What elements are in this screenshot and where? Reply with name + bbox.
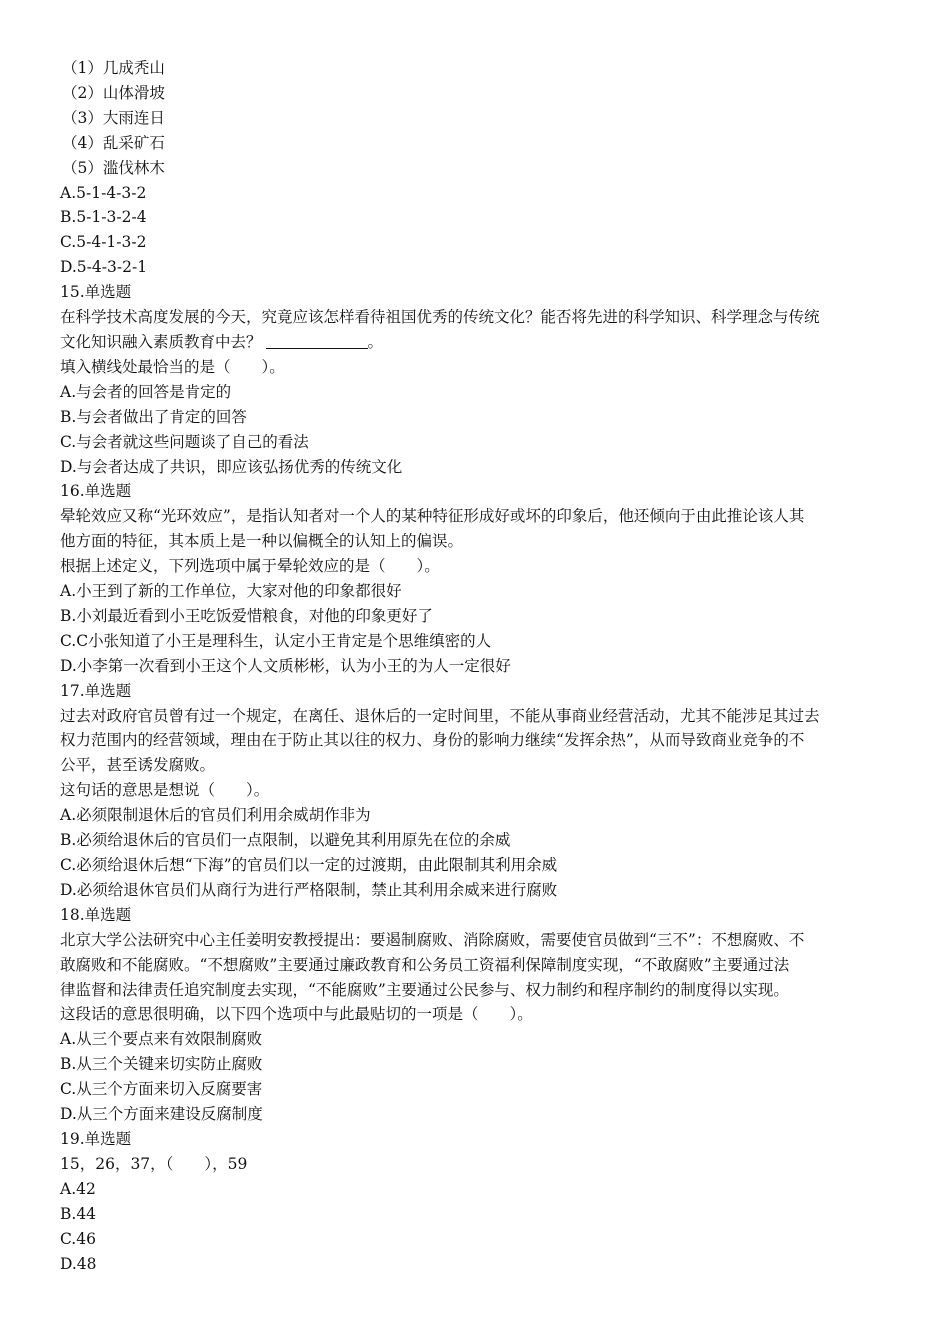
option-d: D.5-4-3-2-1 xyxy=(60,258,148,277)
option-c: C.必须给退休后想“下海”的官员们以一定的过渡期，由此限制其利用余威 xyxy=(60,856,558,874)
question-prompt: 这段话的意思很明确，以下四个选项中与此最贴切的一项是（ ）。 xyxy=(60,1005,533,1024)
question-content xyxy=(60,56,890,1276)
option-c: C.46 xyxy=(60,1229,96,1248)
sequence-item: （3）大雨连日 xyxy=(62,108,165,127)
option-a: A.从三个要点来有效限制腐败 xyxy=(60,1030,263,1049)
question-prompt: 填入横线处最恰当的是（ ）。 xyxy=(60,357,285,376)
option-c: C.5-4-1-3-2 xyxy=(60,233,147,252)
option-a: A.必须限制退休后的官员们利用余威胡作非为 xyxy=(60,806,371,825)
question-prompt: 这句话的意思是想说（ ）。 xyxy=(60,781,270,800)
question-header: 15.单选题 xyxy=(60,283,132,302)
fill-blank xyxy=(266,332,368,349)
stem-end: 。 xyxy=(367,332,384,351)
option-b: B.必须给退休后的官员们一点限制，以避免其利用原先在位的余威 xyxy=(60,831,511,850)
option-d: D.48 xyxy=(60,1254,97,1273)
option-c: C.从三个方面来切入反腐要害 xyxy=(60,1080,263,1099)
question-stem: 在科学技术高度发展的今天，究竟应该怎样看待祖国优秀的传统文化？能否将先进的科学知识、科学理念与传统 xyxy=(60,308,820,327)
option-c: C.与会者就这些问题谈了自己的看法 xyxy=(60,432,309,451)
question-header: 17.单选题 xyxy=(60,681,132,700)
question-stem xyxy=(60,330,890,355)
option-b: B.与会者做出了肯定的回答 xyxy=(60,407,247,426)
question-prompt: 根据上述定义，下列选项中属于晕轮效应的是（ ）。 xyxy=(60,557,440,576)
question-stem: 律监督和法律责任追究制度去实现，“不能腐败”主要通过公民参与、权力制约和程序制约的制度得以实现。 xyxy=(60,980,789,999)
sequence-item: （2）山体滑坡 xyxy=(62,83,165,102)
option-a: A.小王到了新的工作单位，大家对他的印象都很好 xyxy=(60,582,402,601)
option-d: D.必须给退休官员们从商行为进行严格限制，禁止其利用余威来进行腐败 xyxy=(60,880,558,899)
option-a: A.5-1-4-3-2 xyxy=(60,183,147,202)
option-c: C.C小张知道了小王是理科生，认定小王肯定是个思维缜密的人 xyxy=(60,631,492,650)
question-stem: 15，26，37，（ ），59 xyxy=(60,1154,248,1173)
question-stem: 过去对政府官员曾有过一个规定，在离任、退休后的一定时间里，不能从事商业经营活动，尤其不能涉足其过去 xyxy=(60,706,820,725)
sequence-item: （1）几成秃山 xyxy=(62,59,165,77)
option-a: A.与会者的回答是肯定的 xyxy=(60,382,232,401)
question-stem: 权力范围内的经营领域，理由在于防止其以往的权力、身份的影响力继续“发挥余热”，从而导致商业竞争的不 xyxy=(60,731,805,750)
option-d: D.与会者达成了共识，即应该弘扬优秀的传统文化 xyxy=(60,457,403,476)
question-stem: 公平，甚至诱发腐败。 xyxy=(60,756,216,775)
question-header: 18.单选题 xyxy=(60,905,132,924)
sequence-item: （5）滥伐林木 xyxy=(62,158,165,177)
question-stem: 他方面的特征，其本质上是一种以偏概全的认知上的偏误。 xyxy=(60,532,464,551)
question-stem: 晕轮效应又称“光环效应”，是指认知者对一个人的某种特征形成好或坏的印象后，他还倾向于由此推论该人其 xyxy=(60,507,805,526)
sequence-item: （4）乱采矿石 xyxy=(62,133,165,152)
question-header: 19.单选题 xyxy=(60,1129,132,1148)
option-a: A.42 xyxy=(60,1179,96,1198)
question-stem: 北京大学公法研究中心主任姜明安教授提出：要遏制腐败、消除腐败，需要使官员做到“三不”：不想腐败、不 xyxy=(60,930,805,949)
stem-text: 文化知识融入素质教育中去？ xyxy=(60,332,262,351)
option-b: B.小刘最近看到小王吃饭爱惜粮食，对他的印象更好了 xyxy=(60,606,433,625)
option-b: B.44 xyxy=(60,1204,97,1223)
option-b: B.从三个关键来切实防止腐败 xyxy=(60,1055,263,1074)
question-header: 16.单选题 xyxy=(60,482,132,501)
option-d: D.小李第一次看到小王这个人文质彬彬，认为小王的为人一定很好 xyxy=(60,656,511,675)
question-stem: 敢腐败和不能腐败。“不想腐败”主要通过廉政教育和公务员工资福利保障制度实现，“不敢腐败”主要通过法 xyxy=(60,955,790,974)
option-d: D.从三个方面来建设反腐制度 xyxy=(60,1105,263,1124)
option-b: B.5-1-3-2-4 xyxy=(60,208,147,227)
